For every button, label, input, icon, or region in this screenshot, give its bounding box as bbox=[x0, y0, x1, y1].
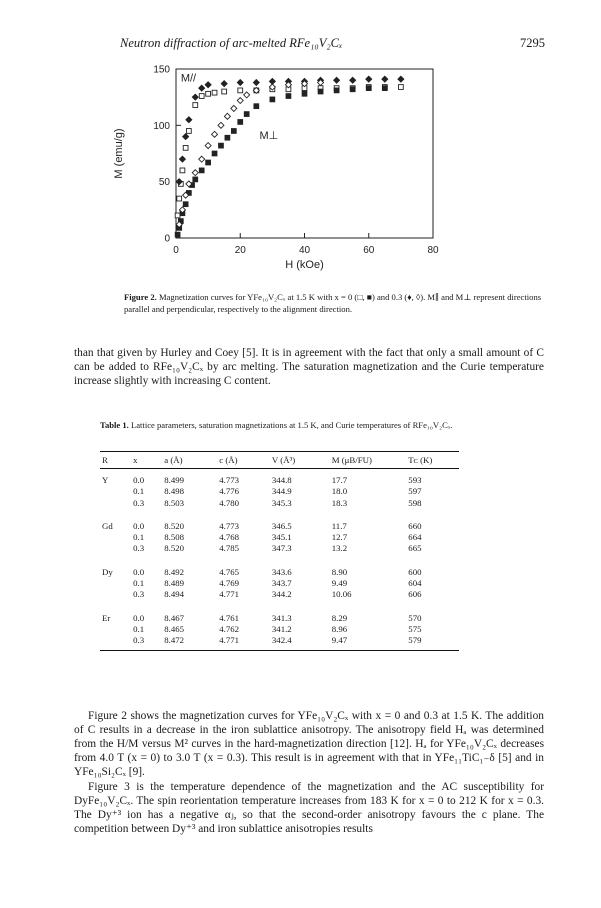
data-point-filled-square bbox=[366, 86, 371, 91]
running-header bbox=[120, 36, 545, 52]
data-point-filled-square bbox=[212, 151, 217, 156]
cell-v: 341.2 bbox=[271, 623, 292, 634]
cell-x: 0.0 bbox=[133, 475, 145, 485]
cell-r bbox=[100, 589, 131, 600]
cell-a: 8.503 bbox=[164, 497, 185, 508]
cell-v: 342.4 bbox=[270, 635, 330, 650]
cell-v: 343.7 bbox=[271, 578, 292, 589]
cell-c: 4.776 bbox=[219, 486, 240, 497]
data-point-filled-diamond bbox=[334, 77, 340, 83]
cell-x: 0.0 bbox=[133, 520, 145, 531]
cell-a: 8.508 bbox=[164, 532, 185, 543]
cell-a: 8.520 bbox=[164, 543, 185, 554]
data-point-open-diamond bbox=[224, 113, 230, 119]
data-point-filled-diamond bbox=[221, 81, 227, 87]
cell-m: 9.47 bbox=[330, 635, 407, 650]
data-point-open-square bbox=[398, 85, 403, 90]
cell-m: 8.29 bbox=[331, 612, 348, 623]
paragraph-2: Figure 2 shows the magnetization curves for YFe₁₀V₂Cₓ with x = 0 and 0.3 at 1.5 K. The addition of C results in a decrease in the iron sublattice anisotropy. The anisotropy field Hₐ was determined from the H/M versus M² curves in the hard-magnetization direction [12]. Hₐ for YFe₁₀V₂Cₓ decreases from 4.0 T (x = 0) to 3.0 T (x = 0.3). This result is in agreement with that in YFe₁₁TiC₁₋δ [5] and in YFe₁₀Si₂Cₓ [9]. bbox=[74, 710, 544, 779]
y-tick-label: 50 bbox=[158, 177, 170, 189]
cell-tc: 593 bbox=[408, 475, 422, 485]
cell-c: 4.785 bbox=[219, 543, 240, 554]
cell-a: 8.520 bbox=[164, 520, 185, 531]
data-point-filled-diamond bbox=[366, 76, 372, 82]
figure-caption-label: Figure 2. bbox=[124, 292, 157, 302]
y-tick-label: 100 bbox=[153, 120, 170, 132]
table-row bbox=[100, 469, 459, 487]
cell-r bbox=[100, 498, 131, 509]
paragraph-1: than that given by Hurley and Coey [5]. It is in agreement with the fact that only a small amount of C can be added to RFe₁₀V₂Cₓ by arc melting. The saturation magnetization and the Curie temperature increase slightly with increasing C content. bbox=[74, 347, 544, 388]
table-row bbox=[100, 555, 459, 578]
data-point-filled-square bbox=[334, 88, 339, 93]
cell-tc: 665 bbox=[408, 543, 422, 554]
cell-a: 8.492 bbox=[164, 566, 185, 577]
data-point-filled-square bbox=[225, 135, 230, 140]
data-point-open-square bbox=[177, 196, 182, 201]
data-point-filled-diamond bbox=[350, 77, 356, 83]
data-point-open-square bbox=[193, 103, 198, 108]
data-point-filled-square bbox=[193, 177, 198, 182]
cell-c: 4.761 bbox=[219, 612, 240, 623]
cell-m: 18.0 bbox=[331, 486, 348, 497]
cell-x: 0.1 bbox=[133, 532, 145, 543]
table-caption-label: Table 1. bbox=[100, 420, 129, 430]
cell-x: 0.1 bbox=[133, 578, 145, 589]
cell-tc: 600 bbox=[408, 566, 422, 577]
x-axis-label: H (kOe) bbox=[285, 259, 324, 271]
y-axis-label: M (emu/g) bbox=[113, 128, 125, 179]
cell-r bbox=[100, 532, 131, 543]
data-point-filled-square bbox=[302, 91, 307, 96]
table-caption-text: Lattice parameters, saturation magnetizations at 1.5 K, and Curie temperatures of RFe₁₀V₂Cₓ. bbox=[130, 420, 453, 430]
cell-c: 4.773 bbox=[219, 520, 240, 531]
data-point-open-square bbox=[212, 90, 217, 95]
running-title: Neutron diffraction of arc-melted RFe₁₀V₂Cₓ bbox=[120, 36, 343, 50]
cell-v: 344.2 bbox=[271, 589, 292, 600]
cell-c: 4.771 bbox=[217, 635, 270, 650]
data-point-filled-square bbox=[286, 94, 291, 99]
cell-x: 0.1 bbox=[133, 486, 145, 497]
cell-v: 341.3 bbox=[271, 612, 292, 623]
data-point-filled-diamond bbox=[179, 156, 185, 162]
data-point-filled-square bbox=[254, 104, 259, 109]
data-point-open-diamond bbox=[192, 170, 198, 176]
data-point-filled-square bbox=[199, 168, 204, 173]
data-point-filled-square bbox=[270, 97, 275, 102]
cell-tc: 570 bbox=[408, 612, 422, 623]
paragraph-3: Figure 3 is the temperature dependence of the magnetization and the AC susceptibility for DyFe₁₀V₂Cₓ. The spin reorientation temperature increases from 183 K for x = 0 to 212 K for x = 0.3. The Dy⁺³ ion has a negative αⱼ, so that the second-order anisotropy favours the c plane. The competition between Dy⁺³ and iron sublattice anisotropies results bbox=[74, 781, 544, 836]
table-header-c: c (Å) bbox=[217, 452, 270, 469]
data-point-open-square bbox=[238, 88, 243, 93]
curve-annotation: M⊥ bbox=[259, 129, 279, 142]
cell-m: 8.96 bbox=[331, 623, 348, 634]
cell-a: 8.498 bbox=[164, 486, 185, 497]
data-point-filled-square bbox=[231, 129, 236, 134]
data-point-open-diamond bbox=[231, 105, 237, 111]
x-tick-label: 60 bbox=[363, 245, 375, 256]
data-point-open-diamond bbox=[244, 92, 250, 98]
cell-x: 0.3 bbox=[133, 497, 145, 508]
data-point-filled-diamond bbox=[398, 76, 404, 82]
data-point-open-square bbox=[206, 91, 211, 96]
cell-m: 13.2 bbox=[331, 543, 348, 554]
cell-a: 8.499 bbox=[164, 475, 185, 485]
cell-c: 4.768 bbox=[219, 532, 240, 543]
data-point-open-square bbox=[199, 94, 204, 99]
cell-v: 347.3 bbox=[271, 543, 292, 554]
cell-tc: 604 bbox=[408, 578, 422, 589]
table-row bbox=[100, 543, 459, 554]
table-header-v: V (Å³) bbox=[270, 452, 330, 469]
table-row bbox=[100, 624, 459, 635]
table-caption bbox=[100, 420, 546, 432]
magnetization-chart bbox=[100, 60, 580, 285]
data-point-open-square bbox=[183, 145, 188, 150]
table-header-r: R bbox=[100, 452, 131, 469]
data-point-open-diamond bbox=[205, 143, 211, 149]
cell-m: 9.49 bbox=[331, 578, 348, 589]
x-tick-label: 40 bbox=[298, 245, 311, 256]
table-row bbox=[100, 601, 459, 624]
data-point-open-diamond bbox=[199, 156, 205, 162]
figure-caption-text: Magnetization curves for YFe₁₀V₂Cₓ at 1.5 K with x = 0 (□, ■) and 0.3 (♦, ◊). M∥ and M⊥ represent directions parallel and perpendicular, respectively to the alignment direction. bbox=[124, 292, 542, 314]
data-point-filled-diamond bbox=[237, 80, 243, 86]
data-point-open-square bbox=[222, 89, 227, 94]
cell-c: 4.769 bbox=[219, 578, 240, 589]
data-point-open-square bbox=[186, 129, 191, 134]
cell-r: Dy bbox=[102, 566, 113, 577]
cell-x: 0.0 bbox=[133, 612, 145, 623]
cell-a: 8.467 bbox=[164, 612, 185, 623]
cell-m: 10.06 bbox=[331, 589, 352, 600]
cell-x: 0.3 bbox=[133, 543, 145, 554]
cell-tc: 606 bbox=[408, 589, 422, 600]
cell-tc: 579 bbox=[406, 635, 459, 650]
cell-a: 8.465 bbox=[164, 623, 185, 634]
table-header-row bbox=[100, 452, 459, 469]
data-point-filled-square bbox=[183, 202, 188, 207]
cell-r: Er bbox=[102, 612, 111, 623]
data-point-open-square bbox=[175, 213, 180, 218]
page-number: 7295 bbox=[520, 36, 545, 50]
cell-r bbox=[100, 543, 131, 554]
cell-m: 8.90 bbox=[331, 566, 348, 577]
cell-r bbox=[100, 578, 131, 589]
cell-r bbox=[100, 486, 131, 497]
data-point-filled-square bbox=[382, 86, 387, 91]
data-point-filled-square bbox=[244, 112, 249, 117]
cell-a: 8.494 bbox=[164, 589, 185, 600]
data-point-filled-diamond bbox=[192, 94, 198, 100]
cell-v: 345.1 bbox=[271, 532, 292, 543]
x-tick-label: 0 bbox=[173, 245, 179, 256]
table-header-x: x bbox=[131, 452, 162, 469]
table-header-m: M (μB/FU) bbox=[330, 452, 407, 469]
data-point-open-diamond bbox=[237, 98, 243, 104]
data-point-open-square bbox=[180, 168, 185, 173]
cell-tc: 664 bbox=[408, 532, 422, 543]
y-tick-label: 0 bbox=[164, 233, 170, 245]
data-point-filled-square bbox=[350, 87, 355, 92]
cell-c: 4.773 bbox=[219, 475, 240, 485]
table-row bbox=[100, 635, 459, 650]
cell-x: 0.3 bbox=[131, 635, 162, 650]
cell-tc: 575 bbox=[408, 623, 422, 634]
data-point-filled-diamond bbox=[183, 134, 189, 140]
cell-x: 0.0 bbox=[133, 566, 145, 577]
cell-r: Gd bbox=[102, 520, 113, 531]
table-row bbox=[100, 509, 459, 532]
cell-r: Y bbox=[102, 475, 109, 485]
cell-tc: 660 bbox=[408, 520, 422, 531]
cell-c: 4.780 bbox=[219, 497, 240, 508]
data-point-filled-diamond bbox=[186, 117, 192, 123]
figure-caption bbox=[124, 292, 552, 315]
data-point-filled-square bbox=[238, 120, 243, 125]
cell-x: 0.1 bbox=[133, 623, 145, 634]
cell-v: 345.3 bbox=[271, 497, 292, 508]
data-point-filled-square bbox=[318, 89, 323, 94]
x-tick-label: 80 bbox=[427, 245, 439, 256]
cell-m: 17.7 bbox=[331, 475, 348, 485]
cell-a: 8.489 bbox=[164, 578, 185, 589]
cell-r bbox=[100, 624, 131, 635]
cell-c: 4.762 bbox=[219, 623, 240, 634]
curve-annotation: M// bbox=[180, 72, 197, 85]
data-point-open-diamond bbox=[212, 131, 218, 137]
data-point-filled-diamond bbox=[199, 85, 205, 91]
cell-m: 12.7 bbox=[331, 532, 348, 543]
cell-r bbox=[100, 635, 131, 650]
table-row bbox=[100, 578, 459, 589]
cell-v: 344.8 bbox=[271, 475, 292, 485]
data-point-filled-square bbox=[206, 160, 211, 165]
data-point-filled-diamond bbox=[253, 80, 259, 86]
data-point-filled-square bbox=[219, 143, 224, 148]
table-body bbox=[100, 469, 459, 651]
cell-v: 344.9 bbox=[271, 486, 292, 497]
cell-tc: 597 bbox=[408, 486, 422, 497]
cell-a: 8.472 bbox=[162, 635, 217, 650]
cell-m: 18.3 bbox=[331, 497, 348, 508]
table-row bbox=[100, 589, 459, 600]
data-point-filled-square bbox=[175, 232, 180, 237]
data-point-filled-diamond bbox=[382, 76, 388, 82]
table-row bbox=[100, 486, 459, 497]
data-point-filled-diamond bbox=[205, 82, 211, 88]
cell-x: 0.3 bbox=[133, 589, 145, 600]
table-row bbox=[100, 498, 459, 509]
data-point-open-diamond bbox=[218, 122, 224, 128]
y-tick-label: 150 bbox=[153, 64, 170, 76]
cell-c: 4.765 bbox=[219, 566, 240, 577]
lattice-parameters-table bbox=[100, 451, 459, 651]
table-header-tc: Tᴄ (K) bbox=[406, 452, 459, 469]
x-tick-label: 20 bbox=[234, 245, 246, 256]
cell-tc: 598 bbox=[408, 497, 422, 508]
table-header-a: a (Å) bbox=[162, 452, 217, 469]
cell-v: 346.5 bbox=[271, 520, 292, 531]
cell-m: 11.7 bbox=[331, 520, 347, 531]
cell-c: 4.771 bbox=[219, 589, 240, 600]
table-row bbox=[100, 532, 459, 543]
cell-v: 343.6 bbox=[271, 566, 292, 577]
